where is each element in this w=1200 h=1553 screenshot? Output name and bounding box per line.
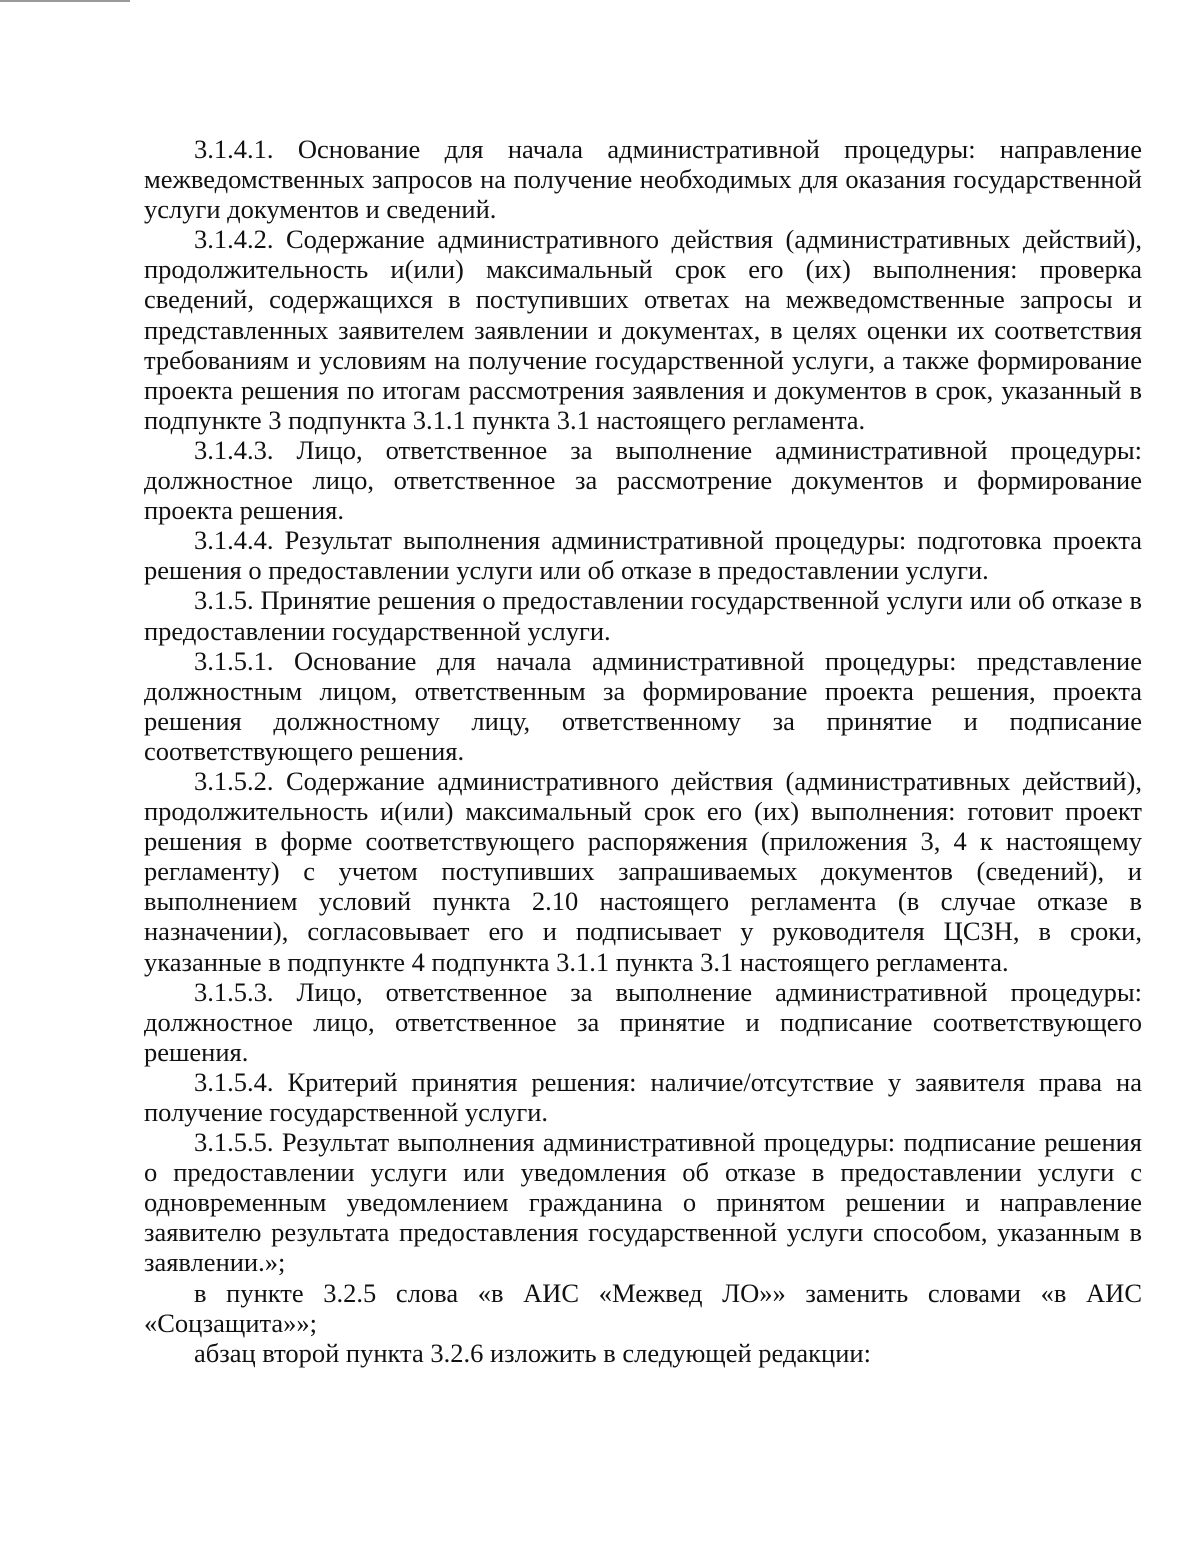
paragraph-3-1-5-1: 3.1.5.1. Основание для начала административной процедуры: представление должностным лицом, ответственным за формирование проекта решения, проекта решения должностному лицу, ответственному за принятие и подписание соответствующего решения.: [144, 645, 1142, 766]
paragraph-3-1-5: 3.1.5. Принятие решения о предоставлении государственной услуги или об отказе в предоставлении государственной услуги.: [144, 585, 1142, 646]
document-body: [144, 134, 1142, 1368]
scan-edge-mark: [0, 0, 130, 2]
paragraph-3-1-4-4: 3.1.4.4. Результат выполнения административной процедуры: подготовка проекта решения о предоставлении услуги или об отказе в предоставлении услуги.: [144, 525, 1142, 586]
paragraph-3-1-4-2: 3.1.4.2. Содержание административного действия (административных действий), продолжительность и(или) максимальный срок его (их) выполнения: проверка сведений, содержащихся в поступивших ответах на межведомственные запросы и представленных заявителем заявлении и документах, в целях оценки их соответствия требованиям и условиям на получение государственной услуги, а также формирование проекта решения по итогам рассмотрения заявления и документов в срок, указанный в подпункте 3 подпункта 3.1.1 пункта 3.1 настоящего регламента.: [144, 224, 1142, 435]
paragraph-amendment-3-2-6: абзац второй пункта 3.2.6 изложить в следующей редакции:: [194, 1337, 871, 1368]
paragraph-amendment-3-2-5: в пункте 3.2.5 слова «в АИС «Межвед ЛО»» заменить словами «в АИС «Соцзащита»»;: [144, 1277, 1142, 1338]
paragraph-3-1-5-3: 3.1.5.3. Лицо, ответственное за выполнение административной процедуры: должностное лицо, ответственное за принятие и подписание соответствующего решения.: [144, 976, 1142, 1067]
paragraph-3-1-4-1: 3.1.4.1. Основание для начала административной процедуры: направление межведомственных запросов на получение необходимых для оказания государственной услуги документов и сведений.: [144, 134, 1142, 225]
paragraph-3-1-5-2: 3.1.5.2. Содержание административного действия (административных действий), продолжительность и(или) максимальный срок его (их) выполнения: готовит проект решения в форме соответствующего распоряжения (приложения 3, 4 к настоящему регламенту) с учетом поступивших запрашиваемых документов (сведений), и выполнением условий пункта 2.10 настоящего регламента (в случае отказе в назначении), согласовывает его и подписывает у руководителя ЦСЗН, в сроки, указанные в подпункте 4 подпункта 3.1.1 пункта 3.1 настоящего регламента.: [144, 765, 1142, 977]
paragraph-3-1-5-4: 3.1.5.4. Критерий принятия решения: наличие/отсутствие у заявителя права на получение государственной услуги.: [144, 1066, 1142, 1127]
paragraph-3-1-5-5: 3.1.5.5. Результат выполнения административной процедуры: подписание решения о предоставлении услуги или уведомления об отказе в предоставлении услуги с одновременным уведомлением гражданина о принятом решении и направление заявителю результата предоставления государственной услуги способом, указанным в заявлении.»;: [144, 1127, 1142, 1278]
paragraph-3-1-4-3: 3.1.4.3. Лицо, ответственное за выполнение административной процедуры: должностное лицо, ответственное за рассмотрение документов и формирование проекта решения.: [144, 434, 1142, 526]
